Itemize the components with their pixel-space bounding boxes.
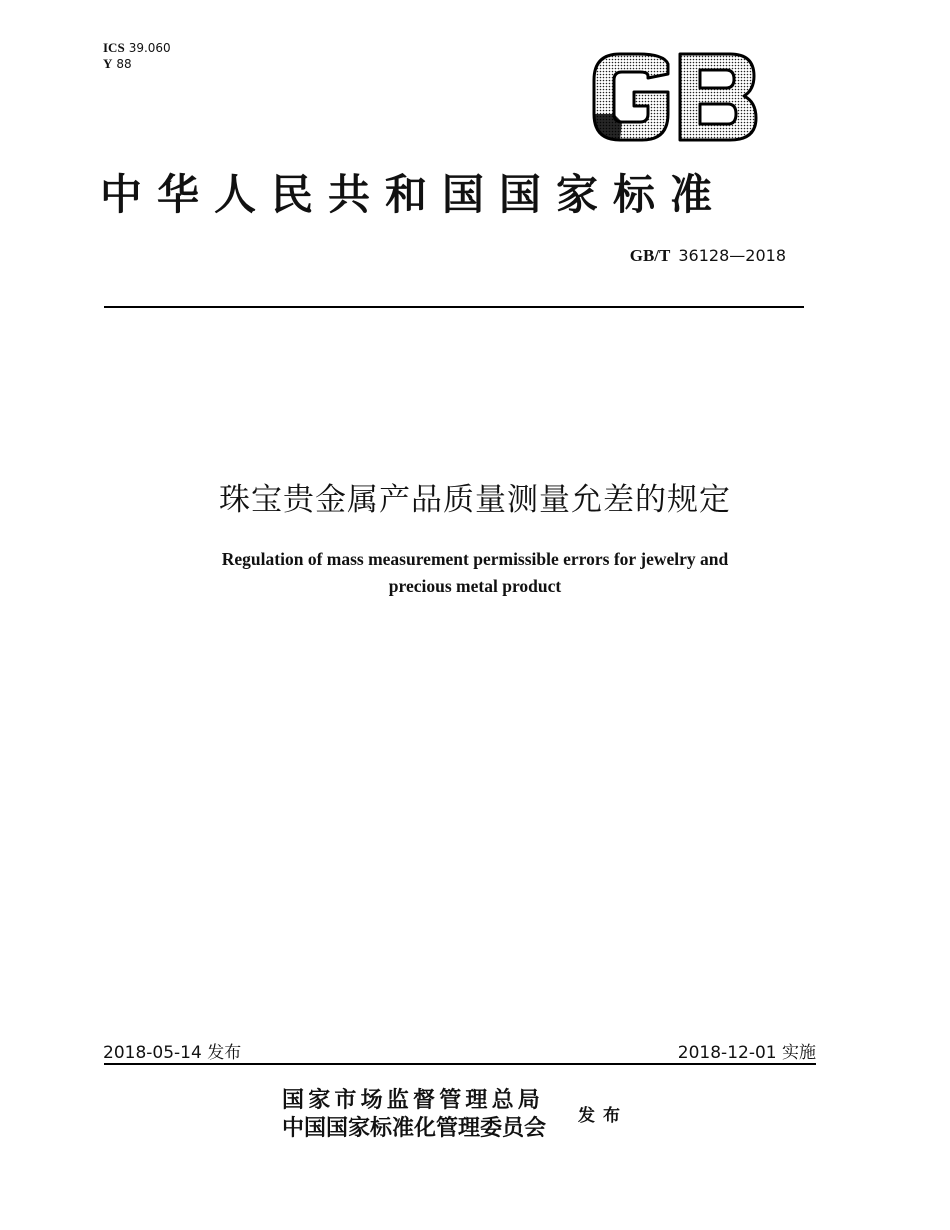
ics-label: ICS <box>103 40 125 55</box>
y-code: 88 <box>116 57 132 71</box>
y-label: Y <box>103 56 113 71</box>
issuing-authorities <box>282 1086 546 1142</box>
y-line <box>103 56 171 72</box>
english-title-line-1: Regulation of mass measurement permissible errors for jewelry and <box>221 549 729 569</box>
publish-label: 发布 <box>578 1106 628 1126</box>
standard-prefix: GB/T <box>629 246 671 265</box>
ics-code: 39.060 <box>128 41 171 55</box>
standard-number <box>630 246 786 266</box>
gb-logo <box>590 52 758 142</box>
national-standard-heading: 中华人民共和国国家标准 <box>100 170 728 219</box>
issue-date: 2018-05-14 发布 <box>103 1043 242 1063</box>
english-title <box>0 546 950 600</box>
implementation-date: 2018-12-01 实施 <box>677 1043 816 1063</box>
ics-line <box>103 40 171 56</box>
ics-classification <box>103 40 171 72</box>
chinese-title: 珠宝贵金属产品质量测量允差的规定 <box>219 482 731 518</box>
standard-code: 36128—2018 <box>678 246 786 265</box>
issuer-samr: 国家市场监督管理总局 <box>282 1087 545 1113</box>
footer-divider <box>104 1063 816 1065</box>
english-title-line-2: precious metal product <box>388 576 562 596</box>
issuer-sac: 中国国家标准化管理委员会 <box>282 1115 547 1141</box>
header-divider <box>104 306 804 308</box>
